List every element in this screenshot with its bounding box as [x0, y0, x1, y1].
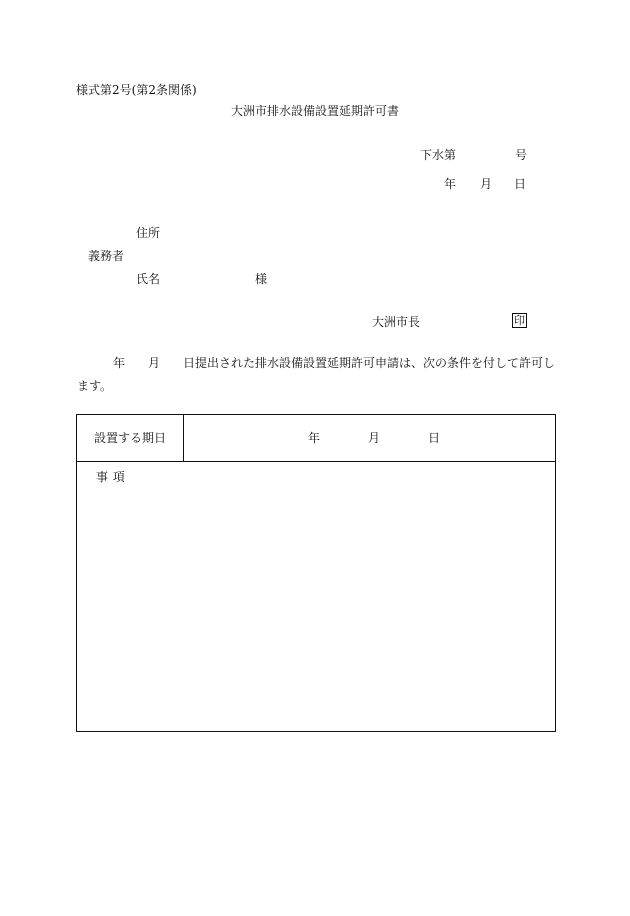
name-label: 氏名: [136, 272, 161, 286]
table-row-divider: [77, 461, 555, 462]
installation-date-label: 設置する期日: [94, 431, 167, 445]
issue-date-day: 日: [514, 177, 527, 191]
form-number: 様式第2号(第2条関係): [76, 83, 197, 97]
obligor-label: 義務者: [88, 249, 125, 263]
table-column-divider: [183, 415, 184, 461]
conditions-table: [76, 414, 556, 732]
installation-date-year: 年: [308, 431, 321, 445]
issue-date-month: 月: [480, 177, 493, 191]
document-title: 大洲市排水設備設置延期許可書: [230, 104, 399, 118]
honorific: 様: [255, 272, 268, 286]
installation-date-month: 月: [368, 431, 381, 445]
matters-label: 事項: [96, 470, 130, 484]
reference-suffix: 号: [515, 148, 528, 162]
body-text-line-1: 日提出された排水設備設置延期許可申請は、次の条件を付して許可し: [183, 356, 556, 370]
issue-date-year: 年: [444, 177, 457, 191]
body-month: 月: [148, 356, 161, 370]
reference-prefix: 下水第: [420, 148, 457, 162]
body-text-line-2: ます。: [77, 379, 113, 393]
installation-date-day: 日: [428, 431, 441, 445]
address-label: 住所: [136, 226, 161, 240]
seal-mark: 印: [514, 314, 525, 327]
body-year: 年: [113, 356, 126, 370]
issuer-name: 大洲市長: [372, 315, 421, 329]
